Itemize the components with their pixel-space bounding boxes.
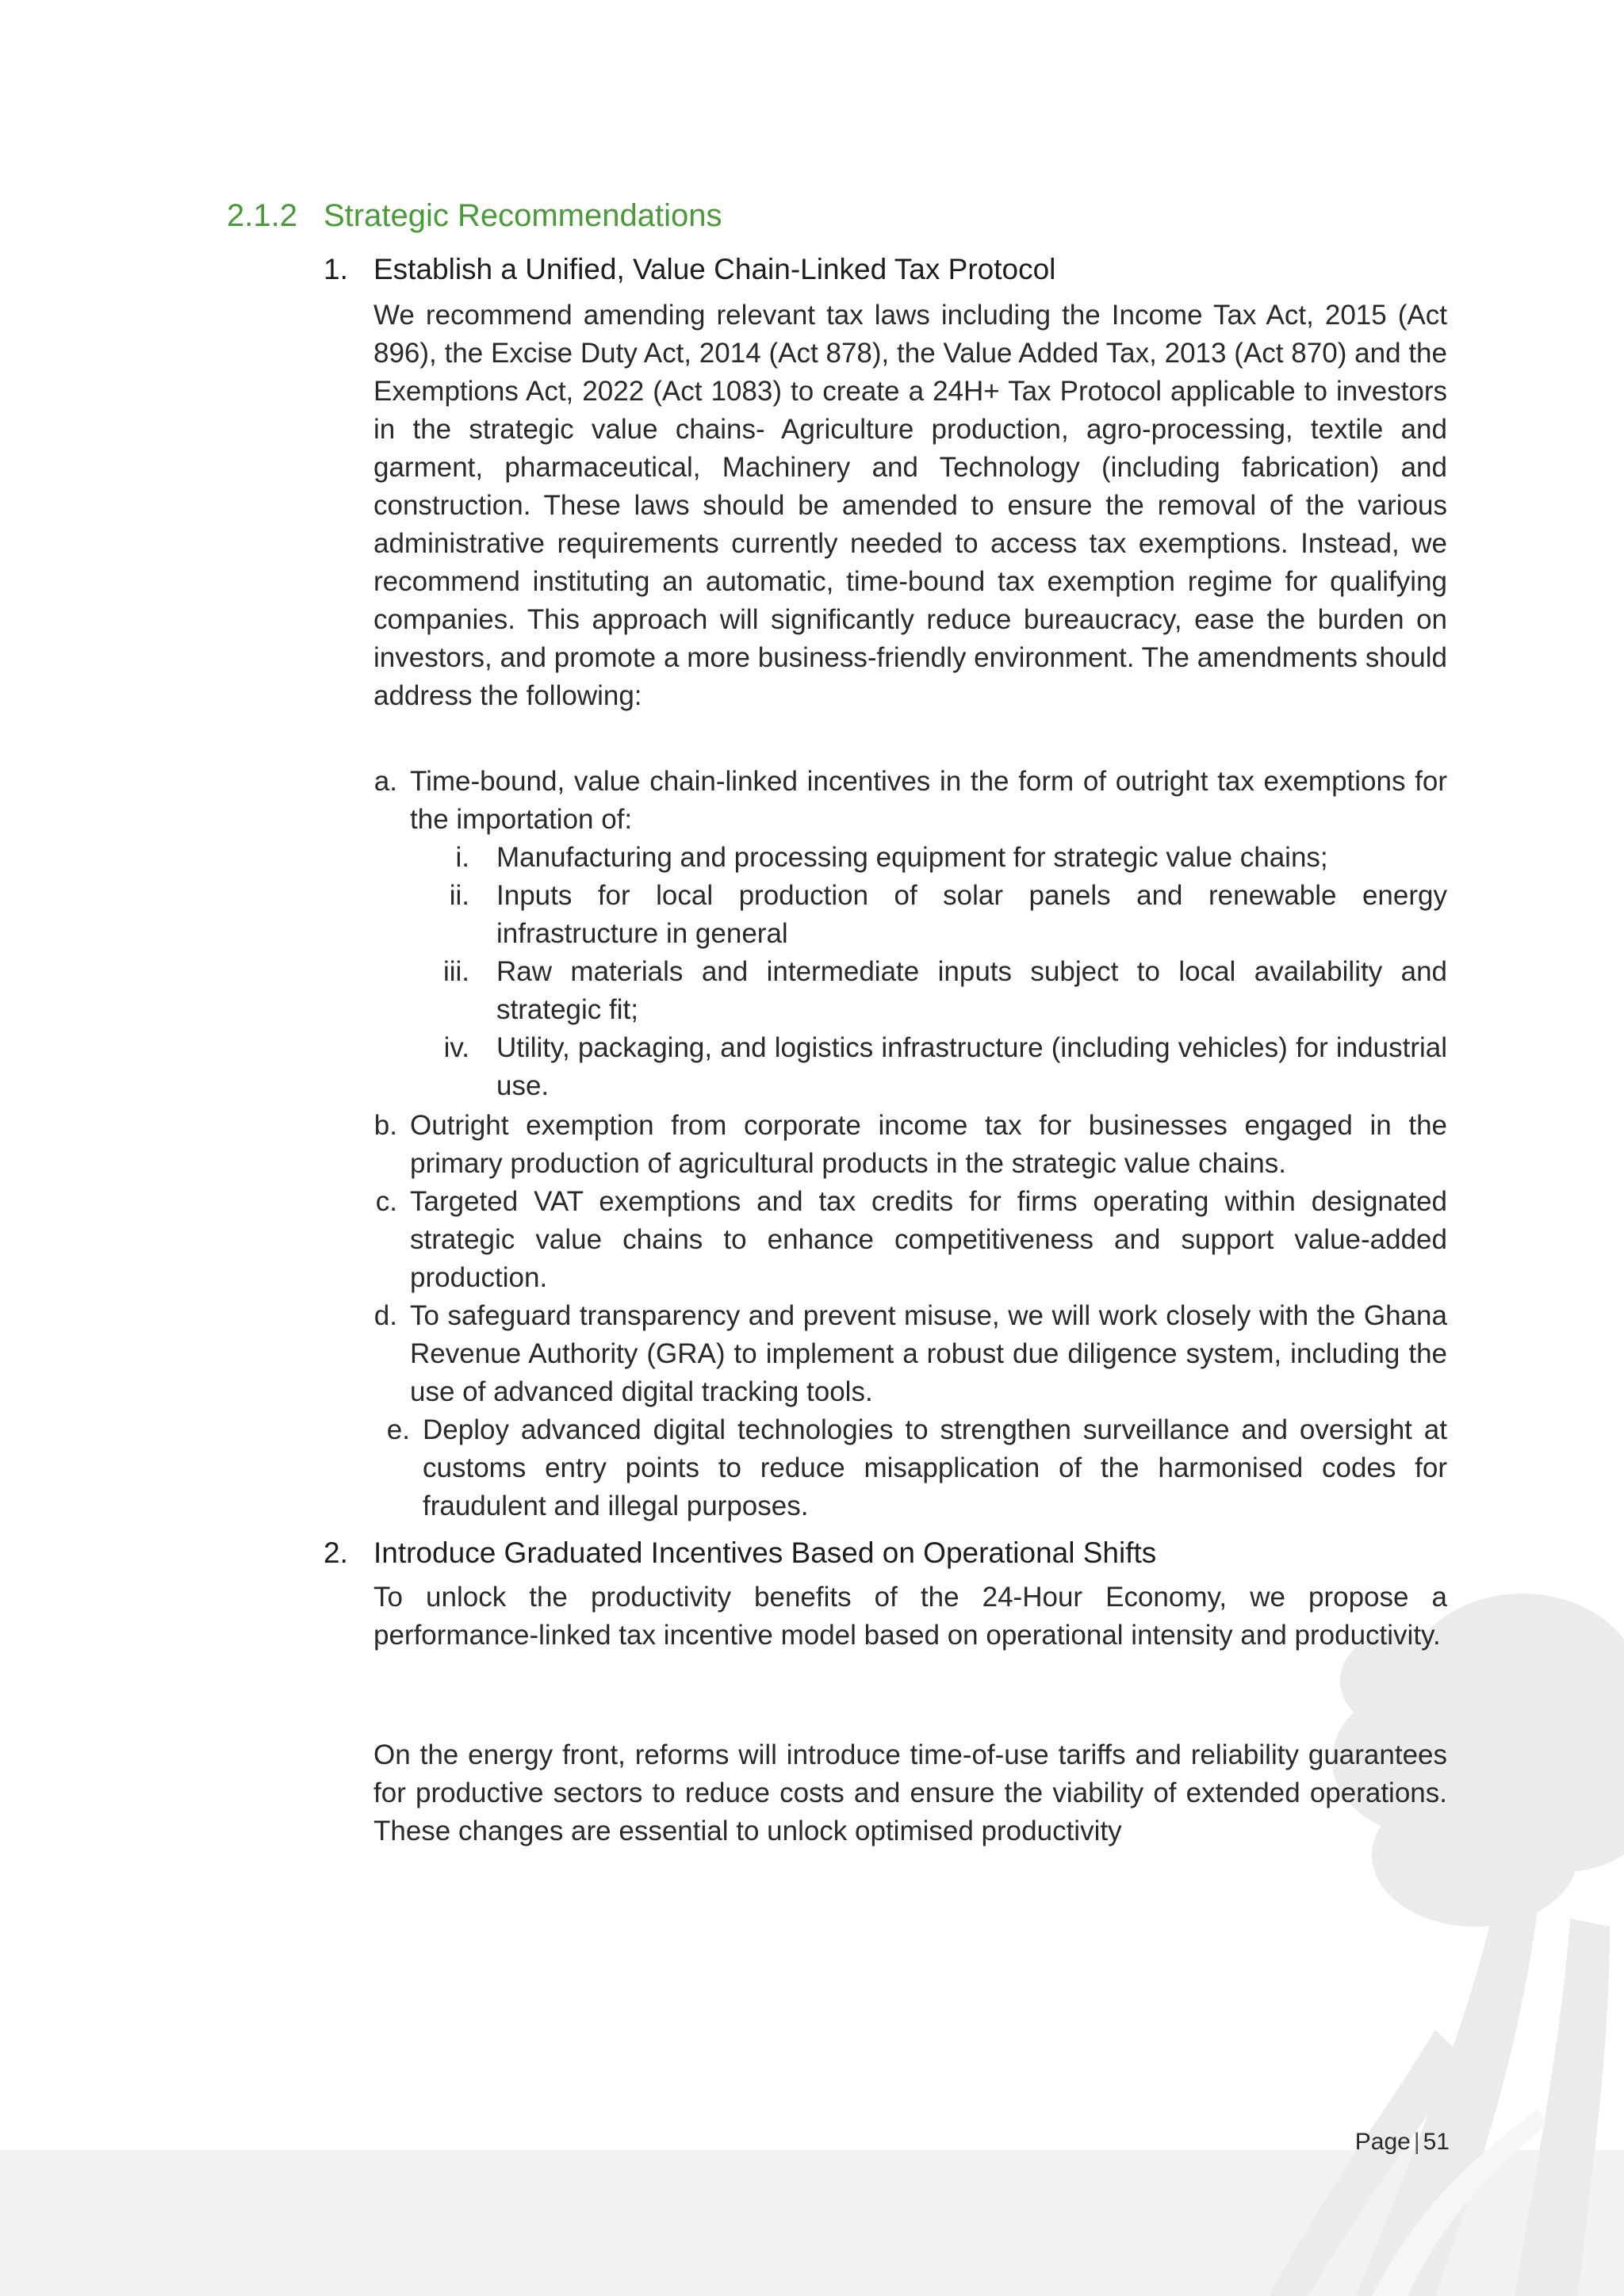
list-text-d: To safeguard transparency and prevent misuse, we will work closely with the Ghana Revenue Authority (GRA) to implement a robust due diligence system, including the use of advanced digital tracking tools. — [410, 1300, 1447, 1407]
list-item-c — [375, 1183, 1447, 1297]
list-marker-b: b. — [373, 1110, 397, 1141]
item-1-number: 1. — [324, 253, 348, 285]
page-number-value: 51 — [1423, 2129, 1450, 2155]
list-item-e — [386, 1411, 1447, 1525]
list-item-iv — [443, 1029, 1447, 1105]
list-marker-e: e. — [386, 1414, 410, 1445]
list-text-ii: Inputs for local production of solar panels and renewable energy infrastructure in general — [496, 880, 1447, 949]
list-marker-i: i. — [455, 842, 469, 873]
list-marker-d: d. — [373, 1300, 397, 1331]
section-number: 2.1.2 — [227, 198, 297, 233]
list-item-ii — [449, 877, 1447, 953]
page-number — [1355, 2126, 1450, 2158]
page-separator: | — [1413, 2129, 1420, 2155]
list-item-i — [455, 839, 1447, 877]
list-text-iv: Utility, packaging, and logistics infrastructure (including vehicles) for industrial use. — [496, 1032, 1447, 1101]
list-marker-c: c. — [375, 1186, 397, 1217]
list-text-e: Deploy advanced digital technologies to strengthen surveillance and oversight at customs entry points to reduce misapplication of the harmonised codes for fraudulent and illegal purposes. — [423, 1414, 1447, 1521]
item-1-title: Establish a Unified, Value Chain-Linked Tax Protocol — [373, 253, 1056, 285]
list-marker-a: a. — [373, 766, 397, 797]
list-item-d — [373, 1297, 1447, 1411]
list-item-iii — [442, 953, 1447, 1029]
section-heading — [227, 193, 722, 238]
list-text-i: Manufacturing and processing equipment for strategic value chains; — [496, 842, 1328, 873]
item-2-body-paragraph-2: On the energy front, reforms will introduce time-of-use tariffs and reliability guarantees for productive sectors to reduce costs and ensure the viability of extended operations. These changes are essential to unlock optimised productivity — [373, 1739, 1447, 1846]
list-marker-iv: iv. — [443, 1032, 469, 1063]
list-text-iii: Raw materials and intermediate inputs subject to local availability and strategic fit; — [496, 956, 1447, 1025]
section-title: Strategic Recommendations — [324, 198, 722, 233]
list-marker-iii: iii. — [442, 956, 469, 987]
list-item-a — [373, 763, 1447, 839]
item-2-heading — [324, 1534, 1156, 1572]
list-text-c: Targeted VAT exemptions and tax credits for firms operating within designated strategic value chains to enhance competitiveness and support value-added production. — [410, 1186, 1447, 1293]
item-2-title: Introduce Graduated Incentives Based on Operational Shifts — [373, 1536, 1157, 1569]
list-text-b: Outright exemption from corporate income tax for businesses engaged in the primary production of agricultural products in the strategic value chains. — [410, 1110, 1447, 1179]
list-marker-ii: ii. — [449, 880, 469, 911]
item-1-body: We recommend amending relevant tax laws including the Income Tax Act, 2015 (Act 896), the Excise Duty Act, 2014 (Act 878), the Value Added Tax, 2013 (Act 870) and the Exemptions Act, 2022 (Act 1083) to create a 24H+ Tax Protocol applicable to investors in the strategic value chains- Agriculture production, agro-processing, textile and garment, pharmaceutical, Machinery and Technology (including fabrication) and construction. These laws should be amended to ensure the removal of the various administrative requirements currently needed to access tax exemptions. Instead, we recommend instituting an automatic, time-bound tax exemption regime for qualifying companies. This approach will significantly reduce bureaucracy, ease the burden on investors, and promote a more business-friendly environment. The amendments should address the following: — [373, 300, 1447, 711]
list-text-a: Time-bound, value chain-linked incentives in the form of outright tax exemptions for the importation of: — [410, 766, 1447, 835]
item-2-body-paragraph-1: To unlock the productivity benefits of the 24-Hour Economy, we propose a performance-linked tax incentive model based on operational intensity and productivity. — [373, 1582, 1447, 1651]
item-2-number: 2. — [324, 1536, 348, 1569]
item-1-heading — [324, 251, 1055, 289]
page-label: Page — [1354, 2129, 1411, 2155]
list-item-b — [373, 1107, 1447, 1183]
